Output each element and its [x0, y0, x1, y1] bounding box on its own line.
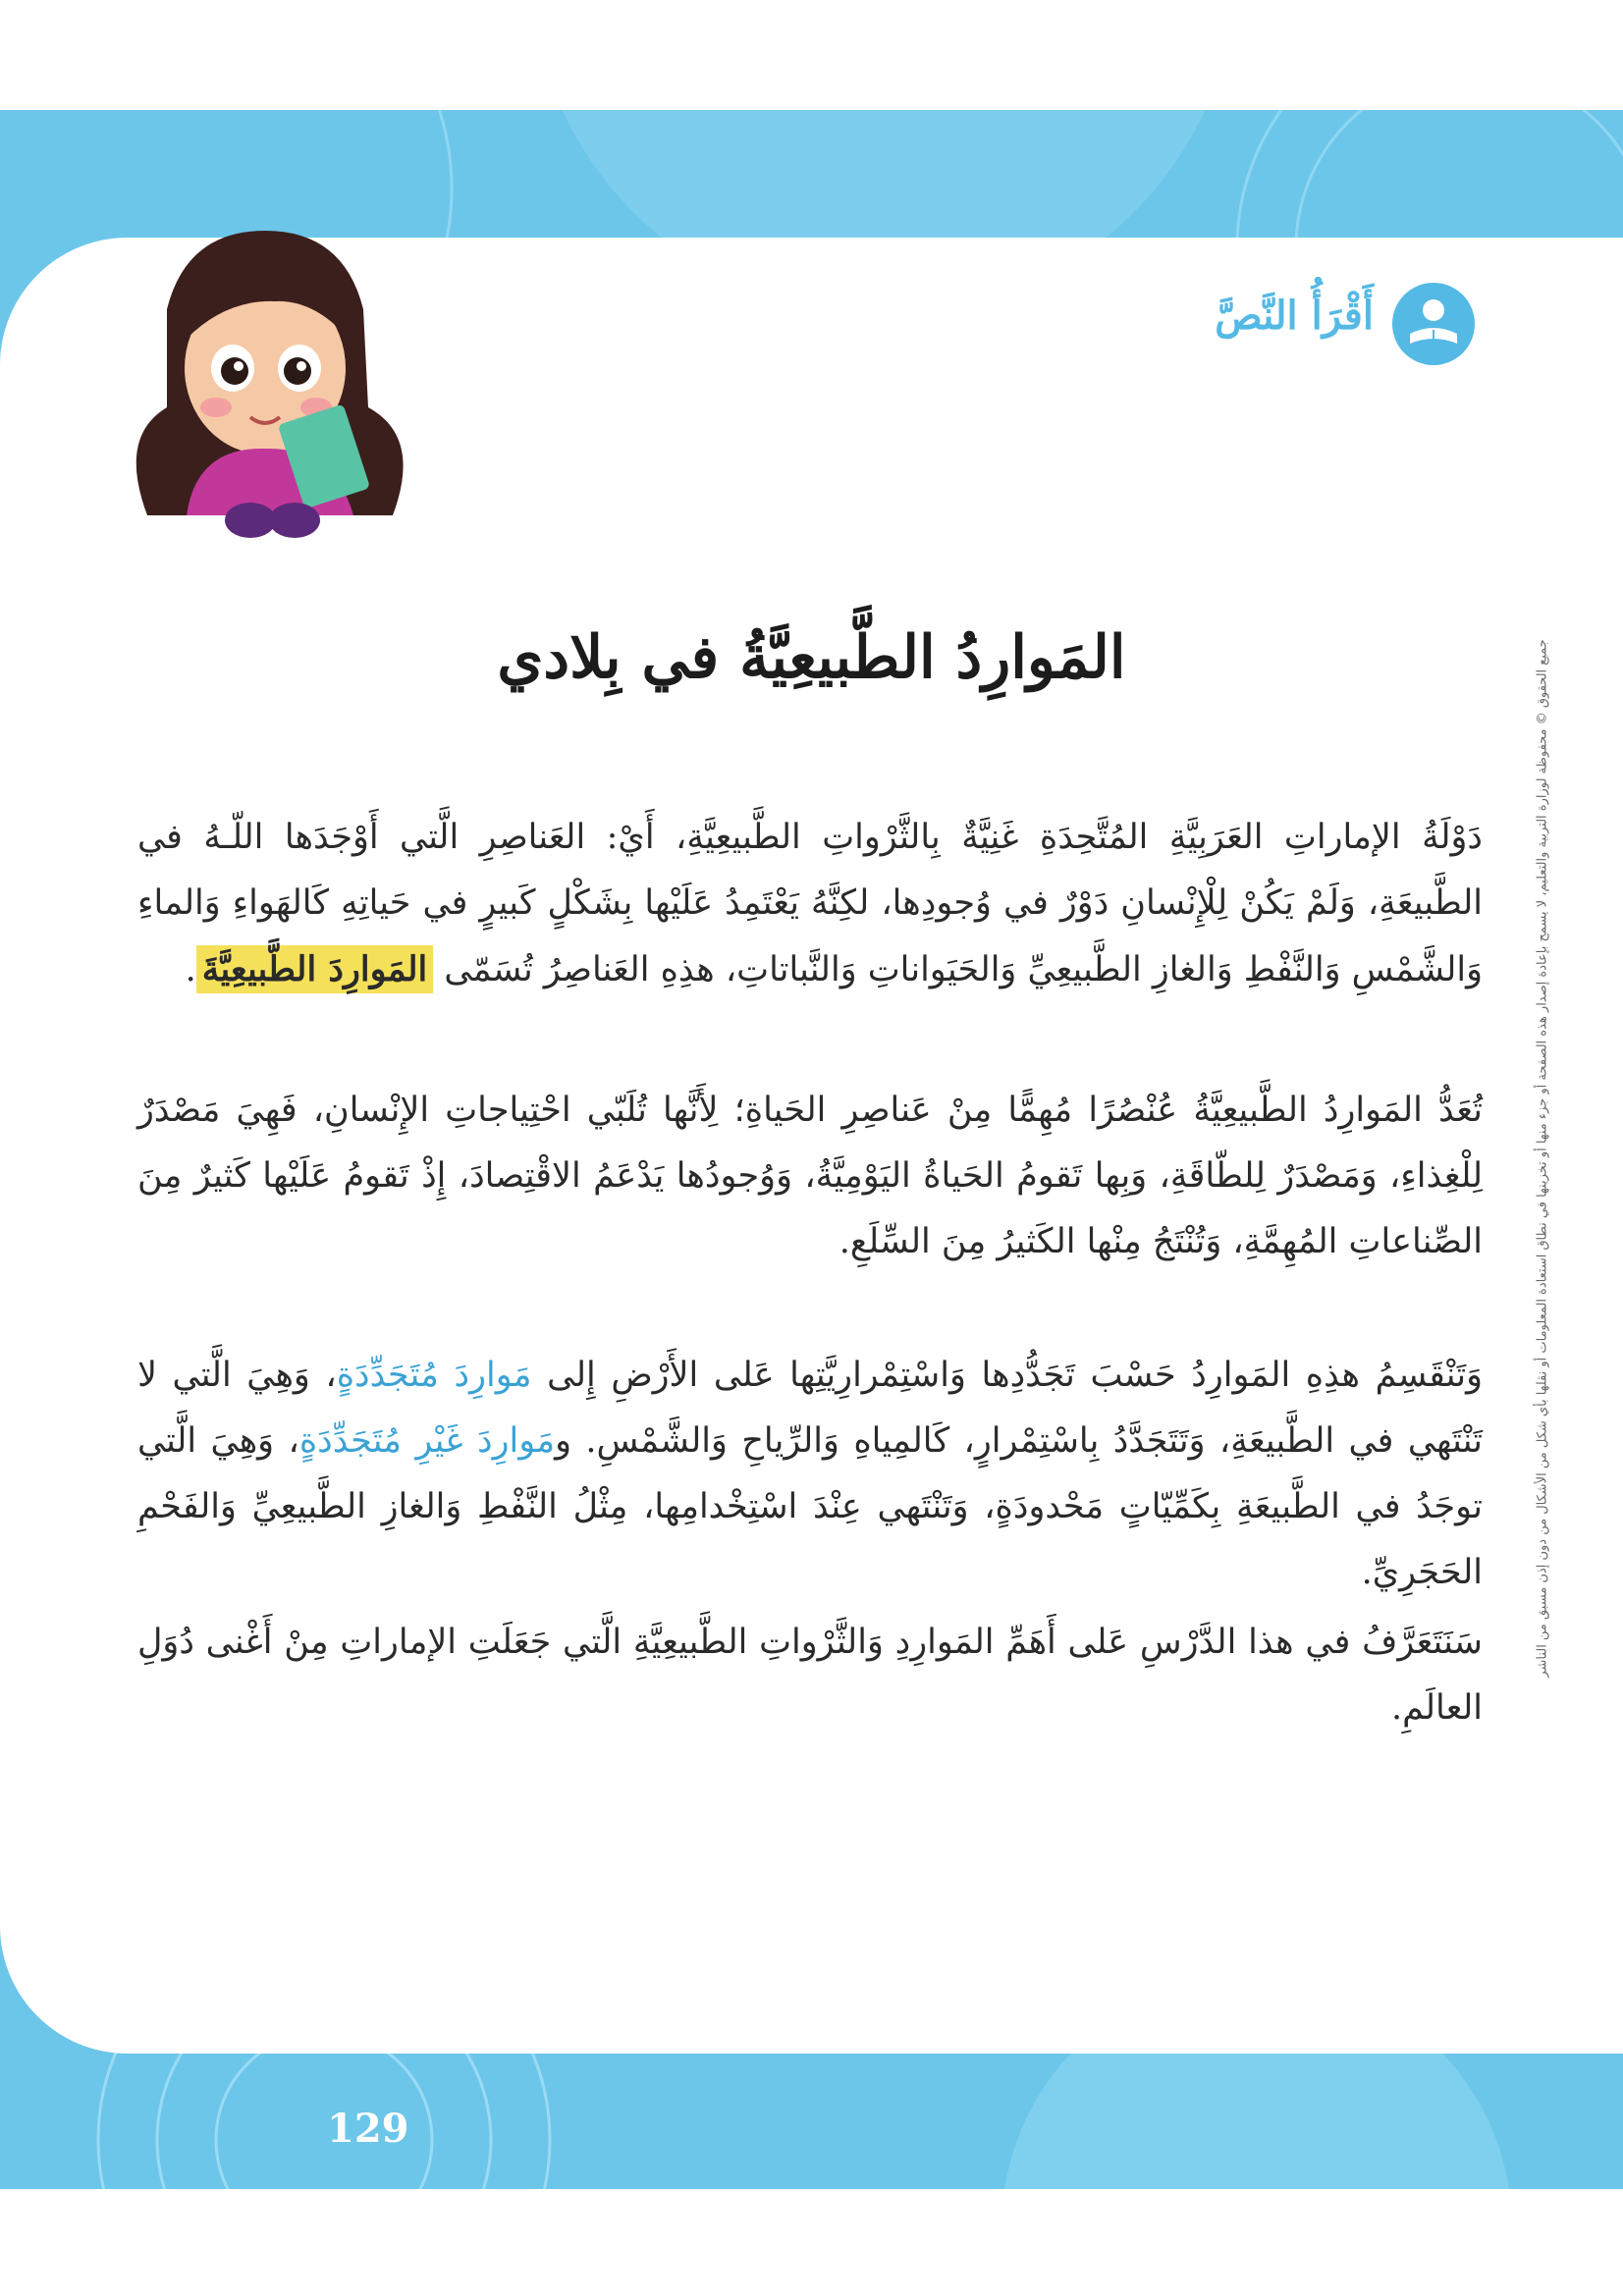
reading-person-icon — [1392, 283, 1475, 365]
renewable-resources-term: مَوارِدَ مُتَجَدِّدَةٍ — [336, 1356, 532, 1395]
nonrenewable-resources-term: مَوارِدَ غَيْرِ مُتَجَدِّدَةٍ — [298, 1421, 556, 1461]
paragraph-1 — [137, 805, 1483, 1003]
paragraph-3-part-a: وَتَنْقَسِمُ هذِهِ المَوارِدُ حَسْبَ تَجَدُّدِها وَاسْتِمْرارِيَّتِها عَلى الأَرْضِ إِلى — [547, 1356, 1483, 1395]
paragraph-3-part-c: ، وَهِيَ الَّتي توجَدُ في الطَّبيعَةِ بِكَمِّيّاتٍ مَحْدودَةٍ، وَتَنْتَهي عِنْدَ اسْتِخْدامِها، مِثْلُ النَّفْطِ وَالغازِ الطَّبيعِيِّ وَالفَحْمِ الحَجَرِيِّ. — [137, 1421, 1483, 1592]
copyright-side-note — [1535, 589, 1550, 1728]
paragraph-3 — [137, 1343, 1483, 1606]
paragraph-2: تُعَدُّ المَوارِدُ الطَّبيعِيَّةُ عُنْصُرًا مُهِمًّا مِنْ عَناصِرِ الحَياةِ؛ لِأَنَّها تُلَبّي احْتِياجاتِ الإِنْسانِ، فَهِيَ مَصْدَرٌ لِلْغِذاءِ، وَمَصْدَرٌ لِلطّاقَةِ، وَبِها تَقومُ الحَياةُ اليَوْمِيَّةُ، وَوُجودُها يَدْعَمُ الاقْتِصادَ، إِذْ تَقومُ عَلَيْها كَثيرٌ مِنَ الصِّناعاتِ المُهِمَّةِ، وَتُنْتَجُ مِنْها الكَثيرُ مِنَ السِّلَعِ. — [137, 1091, 1483, 1261]
paragraph-4: سَنَتَعَرَّفُ في هذا الدَّرْسِ عَلى أَهَمِّ المَوارِدِ وَالثَّرْواتِ الطَّبيعِيَّةِ الَّتي جَعَلَتِ الإماراتِ مِنْ أَغْنى دُوَلِ العالَمِ. — [137, 1623, 1483, 1728]
section-label: أَقْرَأُ النَّصَّ — [1215, 293, 1374, 339]
page-title: المَوارِدُ الطَّبيعِيَّةُ في بِلادي — [497, 623, 1126, 692]
copyright-text: جميع الحقوق © محفوظة لوزارة التربية والتعليم، لا يسمح بإعادة إصدار هذه الصفحة أو جزء منها أو تخزينها في نطاق استعادة المعلومات أو نقلها بأي شكل من الأشكال من دون إذن مسبق من الناشر — [1535, 639, 1550, 1678]
page-number: 129 — [327, 2106, 409, 2152]
paragraph-1-end: . — [185, 950, 196, 989]
paragraph-1-text: دَوْلَةُ الإماراتِ العَرَبِيَّةِ المُتَّحِدَةِ غَنِيَّةٌ بِالثَّرْواتِ الطَّبيعِيَّةِ، أَيْ: العَناصِرِ الَّتي أَوْجَدَها اللّـهُ في الطَّبيعَةِ، وَلَمْ يَكُنْ لِلْإِنْسانِ دَوْرٌ في وُجودِها، لكِنَّهُ يَعْتَمِدُ عَلَيْها بِشَكْلٍ كَبيرٍ في حَياتِهِ كَالهَواءِ وَالماءِ وَالشَّمْسِ وَالنَّفْطِ وَالغازِ الطَّبيعِيِّ وَالحَيَواناتِ وَالنَّباتاتِ، هذِهِ العَناصِرُ تُسَمّى — [137, 818, 1483, 989]
paragraph-3-part-b: ، وَهِيَ الَّتي لا تَنْتَهي في الطَّبيعَةِ، وَتَتَجَدَّدُ بِاسْتِمْرارٍ، كَالمِياهِ وَالرِّياحِ وَالشَّمْسِ. و — [137, 1356, 1484, 1461]
girl-reading-illustration — [128, 221, 422, 555]
highlighted-term: المَوارِدَ الطَّبيعِيَّةَ — [196, 945, 434, 993]
